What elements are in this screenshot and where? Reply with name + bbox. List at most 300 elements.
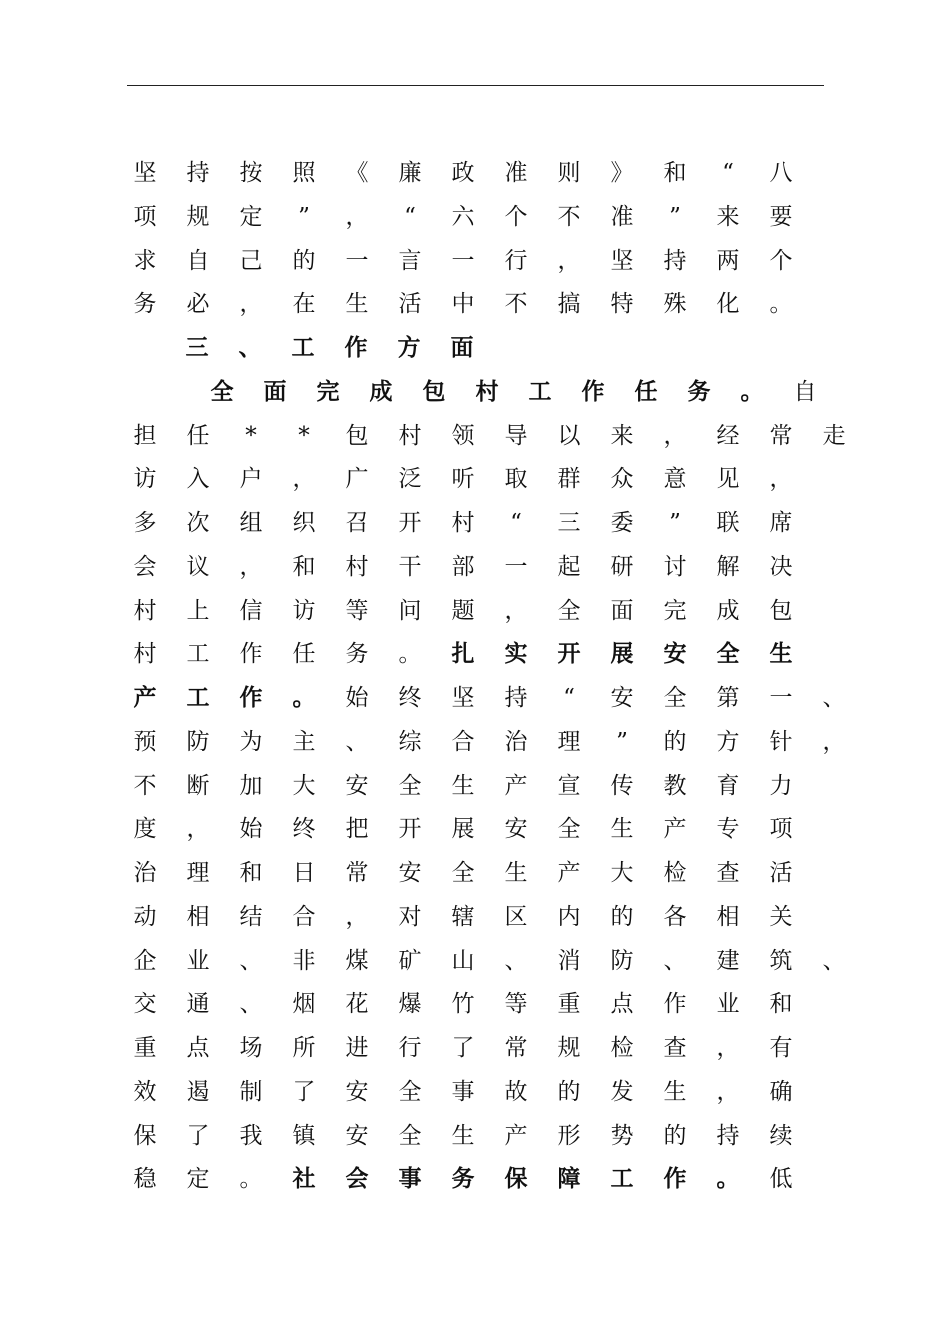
glyph: 全 [716, 640, 740, 668]
glyph: 辖 [451, 903, 475, 930]
glyph: 务 [133, 291, 157, 318]
glyph: 在 [292, 291, 316, 318]
glyph: 政 [451, 160, 475, 186]
glyph: 势 [610, 1122, 634, 1149]
glyph: 保 [133, 1122, 157, 1149]
glyph: 产 [504, 772, 528, 799]
glyph: 生 [610, 816, 634, 843]
glyph: 生 [451, 1122, 475, 1149]
glyph: 终 [292, 816, 316, 843]
glyph: 面 [610, 597, 634, 624]
glyph: 第 [716, 685, 740, 711]
glyph: 全 [398, 1122, 422, 1149]
glyph: 。 [716, 1165, 740, 1193]
glyph: 生 [769, 640, 793, 668]
glyph: 不 [504, 291, 528, 318]
glyph: 讨 [663, 553, 687, 580]
glyph: 务 [345, 641, 369, 668]
glyph: 行 [504, 247, 528, 274]
glyph: 行 [398, 1035, 422, 1061]
glyph: 查 [716, 860, 740, 886]
glyph: ， [345, 203, 369, 230]
glyph: 廉 [398, 160, 422, 186]
text-line [0, 685, 950, 729]
glyph: 筑 [769, 947, 793, 974]
glyph: 村 [475, 377, 499, 405]
glyph: 和 [292, 553, 316, 580]
glyph: 一 [769, 685, 793, 711]
glyph: 见 [716, 466, 740, 493]
glyph: 群 [557, 466, 581, 493]
glyph: 经 [716, 422, 740, 449]
glyph: 产 [663, 816, 687, 843]
glyph: 三 [185, 334, 209, 361]
glyph: 产 [504, 1122, 528, 1149]
glyph: 访 [292, 597, 316, 624]
glyph: 取 [504, 466, 528, 493]
glyph: 安 [345, 1122, 369, 1149]
glyph: 合 [451, 728, 475, 755]
glyph: 求 [133, 247, 157, 274]
glyph: 按 [239, 160, 263, 186]
glyph: 、 [504, 947, 528, 974]
glyph: 检 [610, 1035, 634, 1061]
glyph: 则 [557, 160, 581, 186]
glyph: 搞 [557, 291, 581, 318]
glyph: 生 [663, 1078, 687, 1105]
glyph: 对 [398, 903, 422, 930]
glyph: 理 [557, 728, 581, 755]
glyph: 全 [398, 1078, 422, 1105]
glyph: 点 [610, 991, 634, 1018]
glyph: 的 [663, 1122, 687, 1149]
glyph: 坚 [610, 247, 634, 274]
glyph: 规 [557, 1035, 581, 1061]
glyph: 全 [557, 816, 581, 843]
glyph: 走 [822, 422, 846, 449]
glyph: 制 [239, 1078, 263, 1105]
glyph: 进 [345, 1035, 369, 1061]
glyph: ， [292, 466, 316, 493]
glyph: 规 [186, 203, 210, 230]
glyph: 》 [610, 160, 634, 186]
glyph: 保 [504, 1165, 528, 1193]
glyph: 成 [716, 597, 740, 624]
glyph: 业 [186, 947, 210, 974]
glyph: 作 [581, 377, 605, 405]
glyph: 竹 [451, 991, 475, 1018]
glyph: 个 [504, 203, 528, 230]
glyph: 方 [397, 334, 421, 361]
glyph: 、 [239, 947, 263, 974]
glyph: 自 [186, 247, 210, 274]
glyph: 为 [239, 728, 263, 755]
glyph: 务 [687, 377, 711, 405]
glyph: 中 [451, 291, 475, 318]
glyph: 防 [186, 728, 210, 755]
glyph: 不 [133, 772, 157, 799]
glyph: 访 [133, 466, 157, 493]
glyph: 效 [133, 1078, 157, 1105]
glyph: 六 [451, 203, 475, 230]
glyph: 发 [610, 1078, 634, 1105]
glyph: ， [716, 1035, 740, 1061]
glyph: 两 [716, 247, 740, 274]
glyph: 始 [345, 685, 369, 711]
glyph: 定 [239, 203, 263, 230]
glyph: 听 [451, 466, 475, 493]
glyph: 了 [451, 1035, 475, 1061]
text-line [0, 773, 950, 817]
glyph: 完 [663, 597, 687, 624]
glyph: 方 [716, 728, 740, 755]
glyph: 相 [186, 903, 210, 930]
glyph: ， [239, 553, 263, 580]
glyph: 检 [663, 860, 687, 886]
glyph: 关 [769, 903, 793, 930]
glyph: 生 [345, 291, 369, 318]
glyph: 理 [186, 860, 210, 886]
glyph: 消 [557, 947, 581, 974]
glyph: 《 [345, 160, 369, 186]
glyph: 合 [292, 903, 316, 930]
glyph: 遏 [186, 1078, 210, 1105]
glyph: 必 [186, 291, 210, 318]
glyph: 包 [422, 377, 446, 405]
text-line [0, 948, 950, 992]
glyph: 交 [133, 991, 157, 1018]
text-line [0, 1035, 950, 1079]
glyph: 综 [398, 728, 422, 755]
glyph: 村 [451, 510, 475, 536]
glyph: 低 [769, 1166, 793, 1193]
glyph: 安 [610, 685, 634, 711]
glyph: 花 [345, 991, 369, 1018]
glyph: 工 [528, 377, 552, 405]
text-line [0, 160, 950, 204]
glyph: 持 [186, 160, 210, 186]
glyph: 生 [451, 772, 475, 799]
text-line [0, 204, 950, 248]
glyph: 定 [186, 1166, 210, 1193]
glyph: 多 [133, 510, 157, 536]
glyph: 内 [557, 903, 581, 930]
glyph: 问 [398, 597, 422, 624]
glyph: * [245, 422, 257, 449]
glyph: 领 [451, 422, 475, 449]
glyph: ， [822, 728, 846, 755]
glyph: 面 [263, 377, 287, 405]
glyph: 准 [610, 203, 634, 230]
glyph: 作 [239, 684, 263, 711]
glyph: 确 [769, 1078, 793, 1105]
glyph: 要 [769, 203, 793, 230]
glyph: 作 [663, 1165, 687, 1193]
glyph: 等 [345, 597, 369, 624]
glyph: 持 [663, 247, 687, 274]
glyph: ， [239, 291, 263, 318]
glyph: * [298, 422, 310, 449]
glyph: 务 [451, 1165, 475, 1193]
glyph: 扎 [451, 640, 475, 668]
glyph: 所 [292, 1035, 316, 1061]
glyph: 联 [716, 510, 740, 536]
glyph: 研 [610, 553, 634, 580]
glyph: 村 [398, 422, 422, 449]
glyph: “ [404, 203, 416, 230]
glyph: 照 [292, 160, 316, 186]
glyph: 产 [557, 860, 581, 886]
glyph: 各 [663, 903, 687, 930]
glyph: 传 [610, 772, 634, 799]
glyph: 点 [186, 1035, 210, 1061]
glyph: 力 [769, 772, 793, 799]
glyph: 意 [663, 466, 687, 493]
glyph: 会 [133, 553, 157, 580]
glyph: 开 [398, 510, 422, 536]
glyph: 、 [239, 991, 263, 1018]
glyph: 等 [504, 991, 528, 1018]
text-line [0, 379, 950, 423]
glyph: 解 [716, 553, 740, 580]
glyph: 始 [239, 816, 263, 843]
glyph: 准 [504, 160, 528, 186]
glyph: 、 [663, 947, 687, 974]
glyph: 稳 [133, 1166, 157, 1193]
glyph: 预 [133, 728, 157, 755]
glyph: 实 [504, 640, 528, 668]
text-line [0, 641, 950, 685]
glyph: 。 [239, 1166, 263, 1193]
glyph: 席 [769, 510, 793, 536]
glyph: 以 [557, 422, 581, 449]
glyph: 村 [345, 553, 369, 580]
text-line [0, 291, 950, 335]
glyph: 重 [133, 1035, 157, 1061]
glyph: 加 [239, 772, 263, 799]
glyph: 产 [133, 684, 157, 711]
glyph: 通 [186, 991, 210, 1018]
glyph: 召 [345, 510, 369, 536]
glyph: 安 [345, 1078, 369, 1105]
glyph: 殊 [663, 291, 687, 318]
glyph: 组 [239, 510, 263, 536]
glyph: “ [563, 685, 575, 711]
glyph: 生 [504, 860, 528, 886]
glyph: ， [557, 247, 581, 274]
glyph: 干 [398, 553, 422, 580]
glyph: 日 [292, 860, 316, 886]
glyph: 常 [504, 1035, 528, 1061]
glyph: 信 [239, 597, 263, 624]
text-line [0, 1166, 950, 1210]
glyph: 我 [239, 1122, 263, 1149]
glyph: “ [510, 510, 522, 536]
glyph: 动 [133, 903, 157, 930]
glyph: 一 [345, 247, 369, 274]
glyph: 导 [504, 422, 528, 449]
glyph: 工 [291, 334, 315, 361]
glyph: 山 [451, 947, 475, 974]
glyph: 建 [716, 947, 740, 974]
glyph: 的 [610, 903, 634, 930]
text-line [0, 423, 950, 467]
glyph: 全 [398, 772, 422, 799]
text-line [0, 1123, 950, 1167]
glyph: 全 [557, 597, 581, 624]
glyph: 任 [186, 422, 210, 449]
glyph: 活 [398, 291, 422, 318]
glyph: 自 [793, 378, 817, 405]
glyph: 工 [186, 641, 210, 668]
glyph: 入 [186, 466, 210, 493]
glyph: 议 [186, 553, 210, 580]
glyph: 织 [292, 510, 316, 536]
glyph: ， [716, 1078, 740, 1105]
glyph: 、 [345, 728, 369, 755]
glyph: 化 [716, 291, 740, 318]
glyph: 八 [769, 160, 793, 186]
glyph: 断 [186, 772, 210, 799]
glyph: 续 [769, 1122, 793, 1149]
glyph: 泛 [398, 466, 422, 493]
glyph: 事 [398, 1165, 422, 1193]
glyph: 煤 [345, 947, 369, 974]
glyph: 、 [822, 685, 846, 711]
glyph: 专 [716, 816, 740, 843]
glyph: 有 [769, 1035, 793, 1061]
glyph: 己 [239, 247, 263, 274]
glyph: 场 [239, 1035, 263, 1061]
glyph: 三 [557, 510, 581, 536]
glyph: 育 [716, 772, 740, 799]
glyph: 展 [451, 816, 475, 843]
glyph: 的 [557, 1078, 581, 1105]
glyph: 针 [769, 728, 793, 755]
glyph: 一 [451, 247, 475, 274]
glyph: 了 [292, 1078, 316, 1105]
glyph: 广 [345, 466, 369, 493]
glyph: 教 [663, 772, 687, 799]
glyph: 防 [610, 947, 634, 974]
text-line [0, 1079, 950, 1123]
glyph: 活 [769, 860, 793, 886]
glyph: 村 [133, 597, 157, 624]
glyph: 项 [769, 816, 793, 843]
glyph: 治 [504, 728, 528, 755]
glyph: 成 [369, 377, 393, 405]
glyph: “ [722, 160, 734, 186]
text-line [0, 335, 950, 379]
glyph: 常 [345, 860, 369, 886]
glyph: 上 [186, 597, 210, 624]
glyph: 任 [292, 641, 316, 668]
glyph: 坚 [133, 160, 157, 186]
glyph: 企 [133, 947, 157, 974]
glyph: 全 [210, 377, 234, 405]
glyph: 全 [663, 685, 687, 711]
glyph: ， [186, 816, 210, 843]
glyph: ， [769, 466, 793, 493]
glyph: 开 [398, 816, 422, 843]
glyph: 部 [451, 553, 475, 580]
glyph: 烟 [292, 991, 316, 1018]
glyph: 题 [451, 597, 475, 624]
glyph: 次 [186, 510, 210, 536]
text-line [0, 729, 950, 773]
glyph: 来 [610, 422, 634, 449]
glyph: 作 [239, 641, 263, 668]
glyph: 作 [344, 334, 368, 361]
glyph: ， [504, 597, 528, 624]
glyph: 区 [504, 903, 528, 930]
glyph: 安 [663, 640, 687, 668]
glyph: 的 [663, 728, 687, 755]
glyph: ” [616, 728, 628, 755]
text-line [0, 904, 950, 948]
glyph: 安 [398, 860, 422, 886]
glyph: 个 [769, 247, 793, 274]
glyph: 大 [610, 860, 634, 886]
glyph: ， [663, 422, 687, 449]
glyph: 作 [663, 991, 687, 1018]
glyph: 安 [345, 772, 369, 799]
glyph: 了 [186, 1122, 210, 1149]
glyph: 故 [504, 1078, 528, 1105]
glyph: 和 [663, 160, 687, 186]
glyph: 来 [716, 203, 740, 230]
glyph: 镇 [292, 1122, 316, 1149]
glyph: 大 [292, 772, 316, 799]
glyph: 矿 [398, 947, 422, 974]
glyph: 把 [345, 816, 369, 843]
text-line [0, 554, 950, 598]
glyph: 村 [133, 641, 157, 668]
glyph: 治 [133, 860, 157, 886]
glyph: 和 [769, 991, 793, 1018]
glyph: 开 [557, 640, 581, 668]
text-line [0, 466, 950, 510]
glyph: 和 [239, 860, 263, 886]
glyph: 会 [345, 1165, 369, 1193]
glyph: 包 [345, 422, 369, 449]
text-line [0, 510, 950, 554]
glyph: 主 [292, 728, 316, 755]
glyph: 完 [316, 377, 340, 405]
glyph: 的 [292, 247, 316, 274]
glyph: ” [669, 510, 681, 536]
glyph: 持 [716, 1122, 740, 1149]
text-line [0, 598, 950, 642]
glyph: 终 [398, 685, 422, 711]
glyph: 爆 [398, 991, 422, 1018]
glyph: 项 [133, 203, 157, 230]
glyph: 持 [504, 685, 528, 711]
glyph: ” [298, 203, 310, 230]
glyph: 包 [769, 597, 793, 624]
glyph: 。 [740, 377, 764, 405]
glyph: ” [669, 203, 681, 230]
glyph: 一 [504, 553, 528, 580]
glyph: 言 [398, 247, 422, 274]
glyph: 面 [450, 334, 474, 361]
glyph: 委 [610, 510, 634, 536]
glyph: 业 [716, 991, 740, 1018]
glyph: 起 [557, 553, 581, 580]
glyph: 相 [716, 903, 740, 930]
glyph: 特 [610, 291, 634, 318]
glyph: 查 [663, 1035, 687, 1061]
